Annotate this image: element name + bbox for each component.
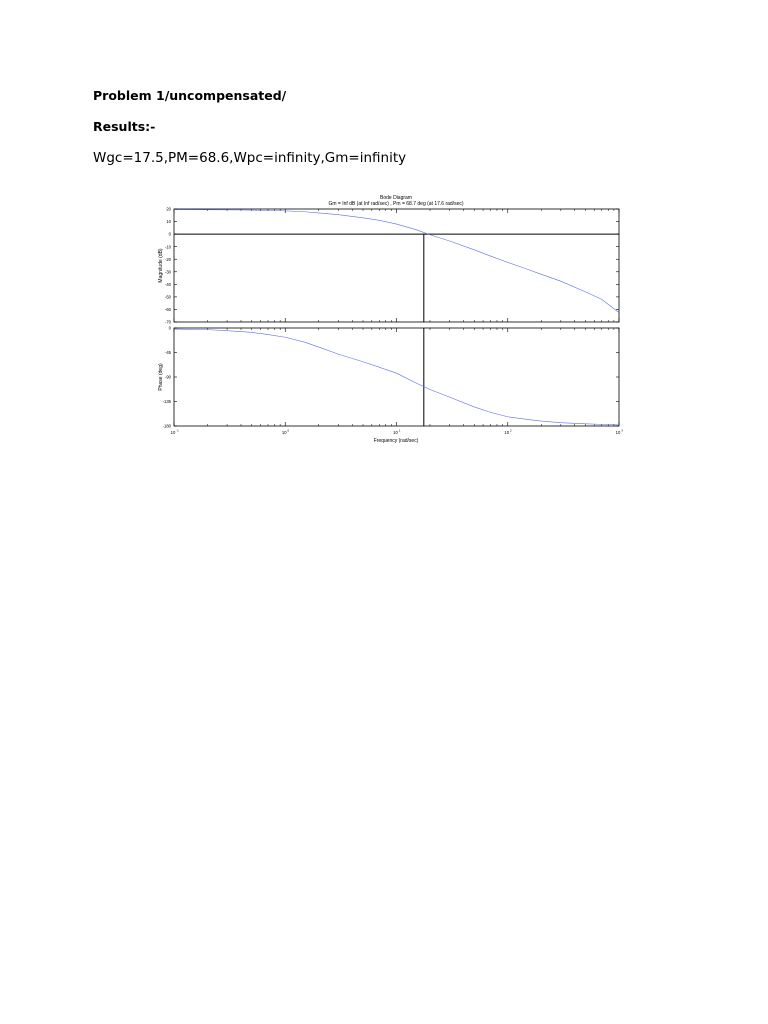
results-values: Wgc=17.5,PM=68.6,Wpc=infinity,Gm=infinity bbox=[93, 150, 407, 166]
x-axis-label: Frequency (rad/sec) bbox=[373, 438, 419, 444]
bode-diagram bbox=[150, 190, 630, 450]
y-tick-label: -60 bbox=[164, 307, 171, 313]
y-tick-label: -50 bbox=[164, 294, 171, 300]
y-tick-label: -30 bbox=[164, 269, 171, 275]
y-tick-label: -45 bbox=[164, 350, 171, 356]
y-tick-label: -135 bbox=[162, 399, 171, 405]
chart-subtitle: Gm = Inf dB (at Inf rad/sec) , Pm = 68.7 deg (at 17.6 rad/sec) bbox=[328, 201, 464, 207]
y-tick-label: -90 bbox=[164, 374, 171, 380]
chart-title: Bode Diagram bbox=[380, 195, 412, 201]
y-tick-label: -40 bbox=[164, 281, 171, 287]
y-tick-label: -20 bbox=[164, 256, 171, 262]
plot-frame-1 bbox=[174, 328, 619, 426]
y-tick-label: -180 bbox=[162, 423, 171, 429]
y-tick-label: -10 bbox=[164, 244, 171, 250]
y-axis-label: Magnitude (dB) bbox=[158, 248, 164, 283]
x-tick-exponent: 0 bbox=[287, 428, 290, 433]
results-label: Results:- bbox=[93, 119, 156, 134]
y-tick-label: 10 bbox=[166, 219, 171, 225]
x-tick-label: 10 bbox=[281, 430, 287, 435]
y-tick-label: 0 bbox=[168, 325, 171, 331]
x-tick-label: 10 bbox=[615, 430, 621, 435]
y-tick-label: 0 bbox=[168, 231, 171, 237]
y-tick-label: 20 bbox=[166, 206, 171, 212]
x-tick-label: 10 bbox=[504, 430, 510, 435]
x-tick-exponent: -1 bbox=[176, 428, 179, 433]
problem-heading: Problem 1/uncompensated/ bbox=[93, 88, 287, 103]
x-tick-exponent: 2 bbox=[509, 428, 512, 433]
y-axis-label: Phase (deg) bbox=[158, 363, 164, 391]
x-tick-exponent: 1 bbox=[398, 428, 401, 433]
y-tick-label: -70 bbox=[164, 319, 171, 325]
plot-frame-0 bbox=[174, 209, 619, 322]
phase-curve bbox=[174, 329, 619, 425]
x-tick-exponent: 3 bbox=[621, 428, 623, 433]
x-tick-label: 10 bbox=[393, 430, 398, 435]
magnitude-curve bbox=[174, 210, 619, 313]
x-tick-label: 10 bbox=[170, 430, 176, 435]
